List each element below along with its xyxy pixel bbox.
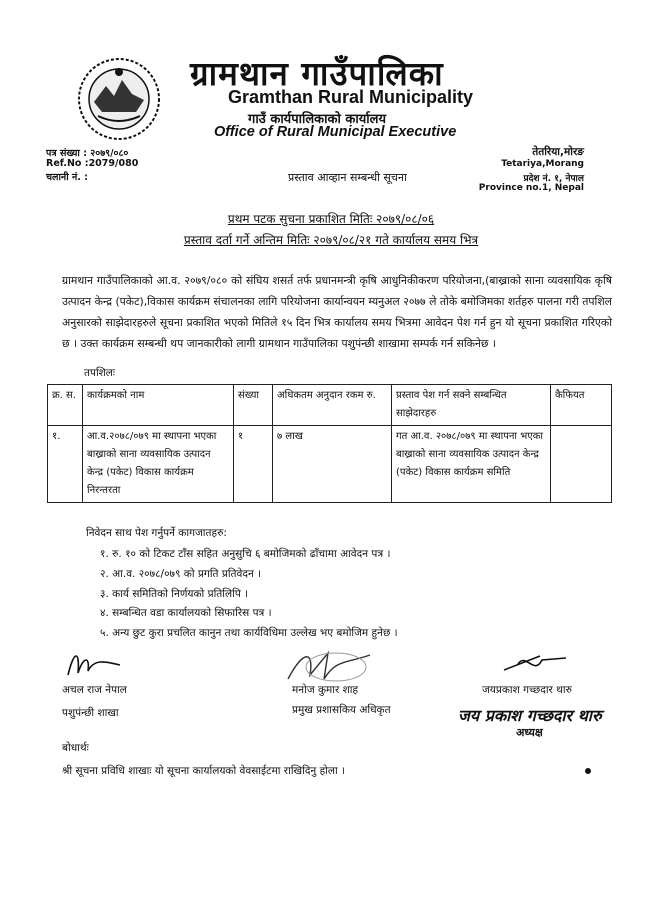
document-item: २. आ.व. २०७८/०७९ को प्रगति प्रतिवेदन । <box>100 568 262 580</box>
chairperson-stamp-name: जय प्रकाश गच्छदार थारु <box>458 706 602 725</box>
notice-body: ग्रामथान गाउँपालिकाको आ.व. २०७९/०८० को संघिय शसर्त तर्फ प्रधानमन्त्री कृषि आधुनिकीकरण परियोजना,(बाख्राको साना व्यवसायिक कृषि उत्पादन केन्द्र (पकेट),विकास कार्यक्रम संचालनका लागि परियोजना कार्यान्वयन म्यनुअल २०७७ ले तोके बमोजिमका शर्तहरु पालना गरी तपशिल अनुसारको साझेदारहरुले सूचना प्रकाशित भएको मितिले १५ दिन भित्र कार्यालय समय भित्रमा आवेदन पेश गर्न हुन यो सूचना प्रकाशित गरिएको छ । उक्त कार्यक्रम सम्बन्धी थप जानकारीको लागी ग्रामथान गाउँपालिका पशुपंन्छी शाखामा सम्पर्क गर्न सकिनेछ । <box>62 274 612 350</box>
for-information-label: बोधार्थः <box>62 742 89 754</box>
municipality-name-devanagari: ग्रामथान गाउँपालिका <box>190 54 444 93</box>
cell-partners: गत आ.व. २०७८/०७९ मा स्थापना भएका बाख्राको साना व्यवसायिक उत्पादन केन्द्र (पकेट) विकास कार्यक्रम समिति <box>392 426 551 503</box>
table-header-row <box>48 385 612 426</box>
municipality-name-english: Gramthan Rural Municipality <box>228 87 474 107</box>
header-program: कार्यक्रमको नाम <box>83 385 234 426</box>
required-documents-title: निवेदन साथ पेश गर्नुपर्ने कागजातहरु: <box>86 527 227 539</box>
office-name-devanagari: गाउँ कार्यपालिकाको कार्यालय <box>248 112 386 127</box>
document-item: ३. कार्य समितिको निर्णयको प्रतिलिपि । <box>100 588 249 600</box>
signatory-role: पशुपंन्छी शाखा <box>62 707 119 719</box>
location-english: Tetariya,Morang <box>501 159 584 169</box>
program-table <box>47 384 612 503</box>
header-partners: प्रस्ताव पेश गर्न सक्ने सम्बन्धित साझेदारहरु <box>392 385 551 426</box>
chairperson-stamp-role: अध्यक्ष <box>516 726 543 739</box>
signatory-role: प्रमुख प्रशासकिय अधिकृत <box>292 704 391 716</box>
location-devanagari: तेतरिया,मोरङ <box>532 146 584 158</box>
published-date: प्रथम पटक सुचना प्रकाशित मितिः २०७९/०८/०६ <box>227 212 435 226</box>
office-name-english: Office of Rural Municipal Executive <box>214 124 457 140</box>
ref-number: Ref.No :2079/080 <box>46 158 139 169</box>
ink-dot <box>585 768 591 774</box>
details-label: तपशिलः <box>84 367 116 379</box>
province-english: Province no.1, Nepal <box>478 183 584 193</box>
header-remarks: कैफियत <box>551 385 612 426</box>
cell-remarks <box>551 426 612 503</box>
document-item: ५. अन्य छुट कुरा प्रचलित कानुन तथा कार्यविधिमा उल्लेख भए बमोजिम हुनेछ । <box>100 627 398 639</box>
header-max-grant: अधिकतम अनुदान रकम रु. <box>273 385 392 426</box>
header-count: संख्या <box>234 385 273 426</box>
header-sn: क्र. स. <box>48 385 83 426</box>
last-registration-date: प्रस्ताव दर्ता गर्ने अन्तिम मितिः २०७९/०८/२१ गते कार्यालय समय भित्र <box>183 233 479 247</box>
table-row <box>48 426 612 503</box>
signatory-name: अचल राज नेपाल <box>62 684 127 696</box>
letter-number: पत्र संख्या : २०७९/०८० <box>46 148 129 159</box>
notice-subject: प्रस्ताव आव्हान सम्बन्धी सूचना <box>288 171 407 184</box>
cell-sn: १. <box>48 426 83 503</box>
signatory-name: जयप्रकाश गच्छदार थारु <box>482 684 572 696</box>
cell-max-grant: ७ लाख <box>273 426 392 503</box>
document-item: ४. सम्बन्धित वडा कार्यालयको सिफारिस पत्र । <box>100 607 272 619</box>
cell-count: १ <box>234 426 273 503</box>
cell-program: आ.व.२०७८/०७९ मा स्थापना भएका बाख्राको साना व्यवसायिक उत्पादन केन्द्र (पकेट) विकास कार्यक्रम निरन्तरता <box>83 426 234 503</box>
document-item: १. रु. १० को टिकट टाँस सहित अनुसुचि ६ बमोजिमको ढाँचामा आवेदन पत्र । <box>100 548 391 560</box>
signature-jayaprakash <box>500 646 570 686</box>
it-section-note: श्री सूचना प्रविधि शाखाः यो सूचना कार्यालयको वेवसाईटमा राखिदिनु होला । <box>62 765 346 777</box>
municipality-emblem-icon <box>76 56 162 142</box>
province-devanagari: प्रदेश नं. १, नेपाल <box>523 174 584 184</box>
dispatch-number: चलानी नं. : <box>46 172 88 183</box>
signatory-name: मनोज कुमार शाह <box>292 684 359 696</box>
